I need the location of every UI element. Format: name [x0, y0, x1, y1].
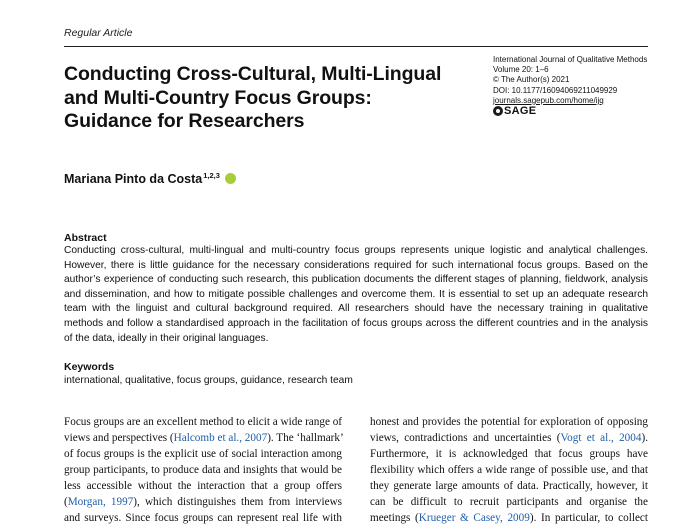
body-text: ). The ‘hallmark’ — [267, 432, 344, 444]
journal-doi: DOI: 10.1177/16094069211049929 — [493, 85, 618, 95]
journal-info — [493, 55, 663, 106]
abstract-line: However, there is little guidance for the necessary considerations required for such international focus groups. Based on the — [64, 259, 648, 271]
journal-volume: Volume 20: 1–6 — [493, 65, 549, 75]
body-text: flexibility which offers a wide range of possible use, and that — [370, 464, 648, 476]
orcid-icon[interactable] — [225, 173, 236, 184]
sage-mark-icon — [493, 106, 503, 116]
abstract-text — [64, 244, 648, 346]
abstract-line: and dissemination, and how to mitigate possible challenges and overcome them. It is essential to set up an adequate research — [64, 288, 648, 300]
keywords-list: international, qualitative, focus groups, guidance, research team — [64, 375, 353, 386]
body-text: Focus groups are an excellent method to elicit a wide range of — [64, 416, 343, 428]
citation-link[interactable]: Halcomb et al., 2007 — [173, 432, 268, 444]
abstract-line: Conducting cross-cultural, multi-lingual and multi-country focus groups represents unique logistic and analytical challenges. — [64, 245, 648, 256]
body-line — [64, 414, 342, 430]
journal-name: International Journal of Qualitative Methods — [493, 55, 648, 64]
body-line — [64, 430, 342, 446]
title-line: Conducting Cross-Cultural, Multi-Lingual — [64, 63, 442, 85]
body-line — [370, 462, 648, 478]
body-text: and surveys. Since focus groups can represent real life with — [64, 512, 342, 524]
abstract-line: author’s experience of conducting such research, this publication documents the different stages of planning, fieldwork, analysis — [64, 274, 648, 286]
body-text: group participants, to produce data and insights that would be — [64, 464, 342, 476]
body-column-right — [370, 414, 648, 526]
body-line — [64, 446, 342, 462]
body-line — [370, 414, 648, 430]
citation-link[interactable]: Krueger & Casey, 2009 — [418, 512, 530, 524]
body-line — [64, 510, 342, 526]
body-line — [370, 510, 648, 526]
body-text: ), which distinguishes them from interviews — [133, 496, 343, 508]
body-line — [370, 430, 648, 446]
abstract-line: team with the linguist and cultural background required. All researchers should have the necessary training in qualitative — [64, 303, 648, 315]
author-affiliations: 1,2,3 — [203, 171, 220, 180]
article-title — [64, 63, 474, 134]
abstract-heading: Abstract — [64, 232, 107, 244]
body-line — [64, 462, 342, 478]
body-text: ). — [641, 432, 648, 444]
journal-url-link[interactable]: journals.sagepub.com/home/ijq — [493, 95, 604, 105]
body-text: of focus groups is the explicit use of social interaction among — [64, 448, 342, 460]
body-text: can be difficult to recruit participants and organise the — [370, 496, 648, 508]
body-text: Furthermore, it is acknowledged that focus groups have — [370, 448, 648, 460]
author-line — [64, 172, 236, 186]
body-line — [64, 494, 342, 510]
body-column-left — [64, 414, 342, 526]
journal-copyright: © The Author(s) 2021 — [493, 75, 570, 85]
citation-link[interactable]: Vogt et al., 2004 — [560, 432, 642, 444]
article-type-label: Regular Article — [64, 27, 133, 39]
title-line: and Multi-Country Focus Groups: — [64, 86, 372, 109]
citation-link[interactable]: Morgan, 1997 — [67, 496, 134, 508]
abstract-line: of the data, ideally in their original languages. — [64, 332, 269, 344]
sage-logo — [493, 104, 536, 118]
body-text: ). In particular, to collect — [529, 512, 648, 524]
body-line — [370, 494, 648, 510]
title-line: Guidance for Researchers — [64, 110, 305, 132]
header-rule — [64, 46, 648, 47]
keywords-heading: Keywords — [64, 361, 115, 373]
body-text: they generate large amounts of data. Practically, however, it — [370, 480, 648, 492]
body-text: less accessible without the interaction that a group offers — [64, 480, 342, 492]
body-text: views and perspectives ( — [64, 432, 174, 444]
abstract-line: methods and follow a standardised approach in the facilitation of focus groups across the different countries and in the analysis — [64, 317, 648, 329]
body-line — [64, 478, 342, 494]
body-line — [370, 478, 648, 494]
body-line — [370, 446, 648, 462]
body-text: ( — [64, 496, 68, 508]
body-text: meetings ( — [370, 512, 419, 524]
publisher-name: SAGE — [504, 105, 537, 117]
body-text: views, contradictions and uncertainties ( — [370, 432, 561, 444]
author-name: Mariana Pinto da Costa — [64, 172, 203, 186]
body-text: honest and provides the potential for exploration of opposing — [370, 416, 648, 428]
